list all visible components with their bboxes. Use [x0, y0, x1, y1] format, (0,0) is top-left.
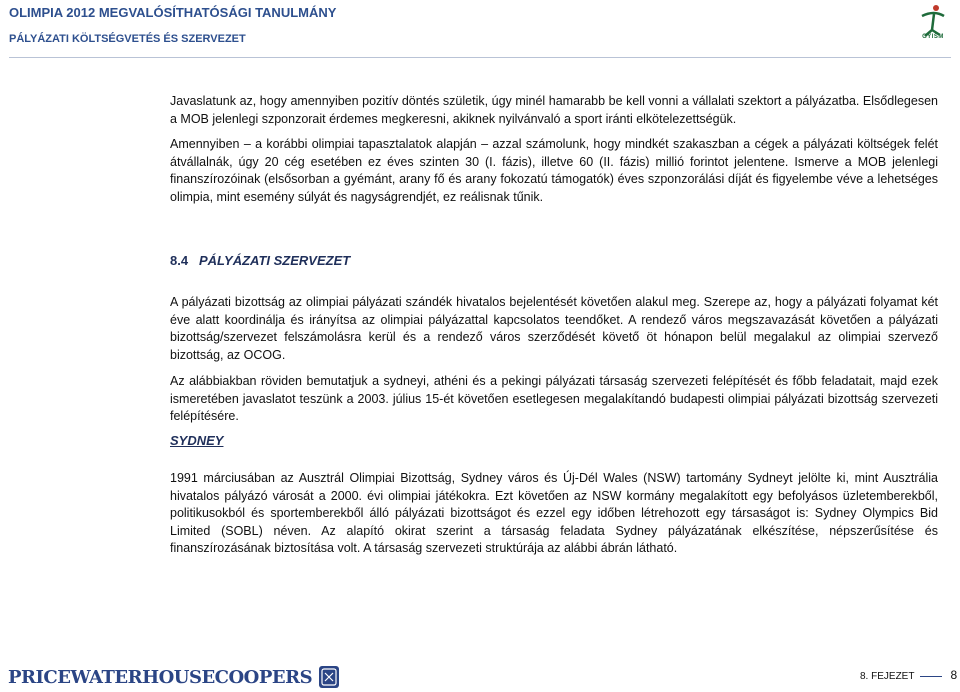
section-number: 8.4 [170, 253, 189, 268]
paragraph-3: A pályázati bizottság az olimpiai pályázati szándék hivatalos bejelentését követően alakul meg. Szerepe az, hogy a pályázati folyamat két éve alatt koordinálja és irányítsa az olimpiai pályázattal kapcsolatos teendőket. A rendező város megszavazását követően a pályázati bizottság/szervezet felszámolásra kerül és a rendező város szerződését követő öt hónapon belül megalakul az olimpiai szervező bizottság, az OCOG. [170, 295, 938, 362]
gyism-figure-logo [912, 2, 954, 56]
paragraph-5: 1991 márciusában az Ausztrál Olimpiai Bizottság, Sydney város és Új-Dél Wales (NSW) tartomány Sydneyt jelölte ki, mint Ausztrália hivatalos pályázó városát a 2000. évi olimpiai játékokra. Ezt követően az NSW kormány megalakított egy befolyásos üzletemberekből, politikusokból és sportemberekből álló pályázati bizottságot és ezzel egy időben létrehozott egy társaságot is: Sydney Olympics Bid Limited (SOBL) néven. Az alapító okirat szerint a társaság feladata Sydney pályázatának elkészítése, népszerűsítése és finanszírozásának biztosítása volt. A társaság szervezeti struktúrája az alábbi ábrán látható. [170, 471, 938, 555]
pwc-emblem-icon [318, 665, 340, 689]
document-subtitle: PÁLYÁZATI KÖLTSÉGVETÉS ÉS SZERVEZET [9, 33, 246, 45]
page-number: 8 [950, 668, 958, 682]
page-header [9, 4, 336, 47]
chapter-label: 8. FEJEZET [860, 671, 915, 682]
pwc-logo [8, 664, 340, 690]
paragraph-4: Az alábbiakban röviden bemutatjuk a sydneyi, athéni és a pekingi pályázati társaság szervezeti felépítését és főbb feladatait, majd ezek ismeretében javaslatot teszünk a 2003. július 15-ét követően esetlegesen megalakítandó budapesti olimpiai pályázati bizottság szervezeti felépítésére. [170, 374, 938, 423]
document-title: OLIMPIA 2012 MEGVALÓSÍTHATÓSÁGI TANULMÁNY [9, 5, 337, 20]
header-divider [9, 57, 951, 58]
gyism-logo-text: GYISM [922, 34, 944, 40]
section-heading [170, 253, 350, 268]
paragraph-2: Amennyiben – a korábbi olimpiai tapasztalatok alapján – azzal számolunk, hogy mindkét szakaszban a cégek a pályázati költségek felét átvállalnák, úgy 20 cég esetében ez éves szinten 30 (I. fázis), illetve 60 (II. fázis) millió forintot jelentene. Ismerve a MOB jelenlegi finanszírozóinak (elsősorban a gyémánt, arany fő és arany fokozatú támogatók) éves szponzorálási díját és figyelembe véve a lehetséges olimpia, mint esemény súlyát és nagyságrendjét, ez reálisnak tűnik. [170, 137, 938, 204]
paragraph-1: Javaslatunk az, hogy amennyiben pozitív döntés születik, úgy minél hamarabb be kell vonni a vállalati szektort a pályázatba. Elsődlegesen a MOB jelenlegi szponzorait érdemes megkeresni, akiknek nyilvánvaló a sport iránti elkötelezettségük. [170, 94, 938, 126]
section-title: PÁLYÁZATI SZERVEZET [199, 253, 351, 268]
pwc-logo-text: PRICEWATERHOUSECOOPERS [8, 666, 313, 688]
subheading-sydney: SYDNEY [170, 433, 224, 448]
page-footer [860, 668, 957, 682]
footer-divider [920, 676, 942, 677]
